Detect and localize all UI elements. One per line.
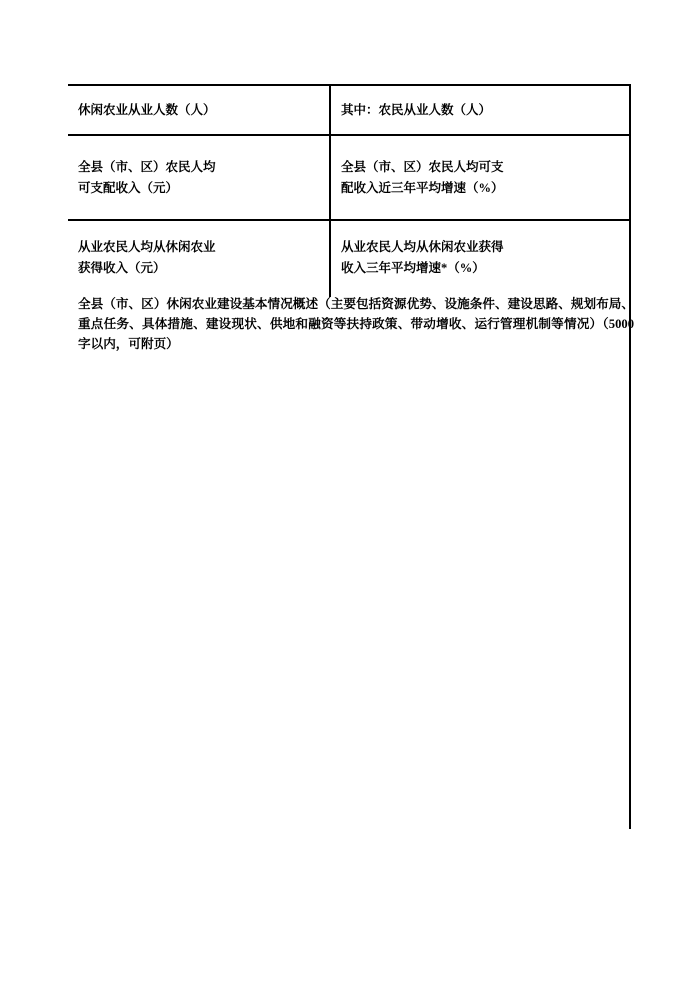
cell-text-line1: 全县（市、区）农民人均可支 [341, 159, 504, 174]
cell-text: 其中：农民从业人数（人） [341, 102, 492, 117]
cell-text-line2: 获得收入（元） [78, 261, 166, 275]
cell-text-line2: 收入三年平均增速*（%） [341, 261, 485, 275]
cell-text-line1: 从业农民人均从休闲农业获得 [341, 240, 504, 254]
table-cell-row1-left [68, 86, 329, 134]
table-cell-row2-right [331, 136, 629, 219]
description-paragraph: 全县（市、区）休闲农业建设基本情况概述（主要包括资源优势、设施条件、建设思路、规划布局、重点任务、具体措施、建设现状、供地和融资等扶持政策、带动增收、运行管理机制等情况）（5000字以内，可附页） [78, 297, 634, 351]
table-cell-row2-left [68, 136, 329, 219]
table-cell-row1-right [331, 86, 629, 134]
cell-text-line2: 配收入近三年平均增速（%） [341, 180, 504, 195]
cell-text-line1: 从业农民人均从休闲农业 [78, 240, 216, 254]
cell-text-line1: 全县（市、区）农民人均 [78, 159, 216, 174]
cell-text: 休闲农业从业人数（人） [78, 102, 216, 117]
table-border-right [629, 84, 631, 829]
table-cell-row3-left [68, 221, 329, 295]
cell-text-line2: 可支配收入（元） [78, 180, 179, 195]
table-cell-row3-right [331, 221, 629, 295]
